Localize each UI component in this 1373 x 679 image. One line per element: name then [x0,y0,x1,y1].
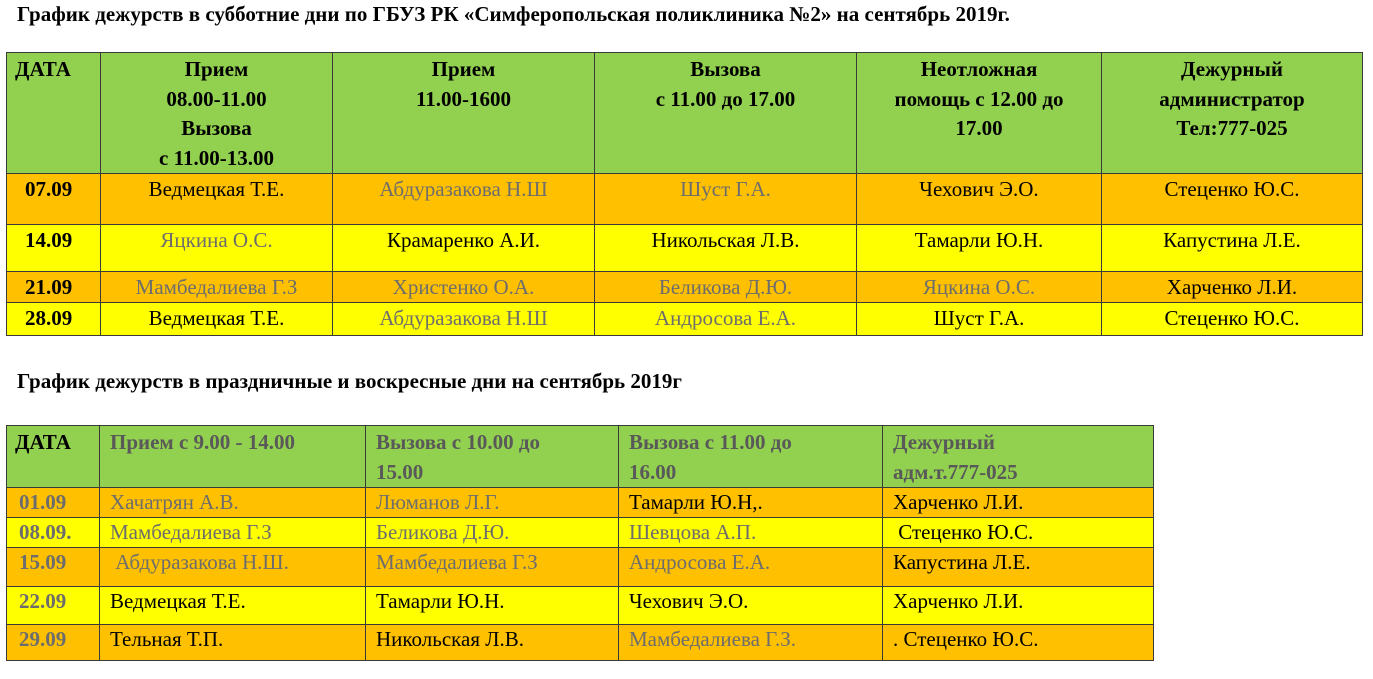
table-cell: Тельная Т.П. [100,625,366,661]
column-header-emergency: Неотложная помощь с 12.00 до 17.00 [857,53,1102,174]
table-cell: Шуст Г.А. [857,303,1102,336]
table-cell: Яцкина О.С. [857,272,1102,303]
table-cell: Шуст Г.А. [595,174,857,225]
table-row [7,272,1363,303]
column-header-reception: Прием 11.00-1600 [333,53,595,174]
table-cell: Беликова Д.Ю. [595,272,857,303]
table-cell: Андросова Е.А. [595,303,857,336]
table-cell: Стеценко Ю.С. [883,518,1154,548]
table-cell: Андросова Е.А. [619,548,883,587]
table-cell: Шевцова А.П. [619,518,883,548]
saturday-duty-table [6,52,1363,336]
date-cell: 01.09 [7,488,100,518]
table-row [7,587,1154,625]
table-cell: Мамбедалиева Г.З [366,548,619,587]
date-cell: 14.09 [7,225,101,272]
table-row [7,518,1154,548]
table-row [7,174,1363,225]
date-cell: 21.09 [7,272,101,303]
date-cell: 07.09 [7,174,101,225]
table-row [7,225,1363,272]
table-cell: Тамарли Ю.Н. [366,587,619,625]
table-cell: Яцкина О.С. [101,225,333,272]
table-cell: Люманов Л.Г. [366,488,619,518]
column-header-calls: Вызова с 11.00 до 17.00 [595,53,857,174]
table-cell: Чехович Э.О. [619,587,883,625]
column-header-date: ДАТА [7,426,100,488]
table-cell: Мамбедалиева Г.З [101,272,333,303]
table-cell: Капустина Л.Е. [883,548,1154,587]
column-header-date: ДАТА [7,53,101,174]
saturday-schedule-title: График дежурств в субботние дни по ГБУЗ РК «Симферопольская поликлиника №2» на сентябрь 2019г. [17,2,1010,26]
table-cell: Абдуразакова Н.Ш. [100,548,366,587]
table-row [7,625,1154,661]
table-row [7,303,1363,336]
table-cell: Ведмецкая Т.Е. [101,303,333,336]
table-cell: Чехович Э.О. [857,174,1102,225]
table-cell: Стеценко Ю.С. [1102,303,1363,336]
table-cell: Хачатрян А.В. [100,488,366,518]
table-row [7,548,1154,587]
date-cell: 22.09 [7,587,100,625]
holiday-schedule-title: График дежурств в праздничные и воскресные дни на сентябрь 2019г [17,369,682,393]
table-cell: Капустина Л.Е. [1102,225,1363,272]
table-cell: Харченко Л.И. [1102,272,1363,303]
column-header-admin: Дежурный администратор Тел:777-025 [1102,53,1363,174]
table-cell: Ведмецкая Т.Е. [100,587,366,625]
date-cell: 15.09 [7,548,100,587]
table-cell: Харченко Л.И. [883,587,1154,625]
table-cell: Тамарли Ю.Н. [857,225,1102,272]
table-cell: Тамарли Ю.Н,. [619,488,883,518]
table-cell: Крамаренко А.И. [333,225,595,272]
holiday-duty-table [6,425,1154,661]
table-header-row [7,53,1363,174]
table-cell: . Стеценко Ю.С. [883,625,1154,661]
table-cell: Беликова Д.Ю. [366,518,619,548]
table-cell: Ведмецкая Т.Е. [101,174,333,225]
date-cell: 28.09 [7,303,101,336]
column-header-calls-10-15: Вызова с 10.00 до 15.00 [366,426,619,488]
table-row [7,488,1154,518]
table-cell: Никольская Л.В. [595,225,857,272]
table-cell: Мамбедалиева Г.З. [619,625,883,661]
date-cell: 08.09. [7,518,100,548]
column-header-reception-calls: Прием 08.00-11.00 Вызова с 11.00-13.00 [101,53,333,174]
table-cell: Абдуразакова Н.Ш [333,174,595,225]
column-header-reception: Прием с 9.00 - 14.00 [100,426,366,488]
column-header-admin: Дежурный адм.т.777-025 [883,426,1154,488]
table-cell: Абдуразакова Н.Ш [333,303,595,336]
table-cell: Христенко О.А. [333,272,595,303]
date-cell: 29.09 [7,625,100,661]
table-cell: Никольская Л.В. [366,625,619,661]
column-header-calls-11-16: Вызова с 11.00 до 16.00 [619,426,883,488]
table-cell: Харченко Л.И. [883,488,1154,518]
table-cell: Стеценко Ю.С. [1102,174,1363,225]
table-header-row [7,426,1154,488]
table-cell: Мамбедалиева Г.З [100,518,366,548]
